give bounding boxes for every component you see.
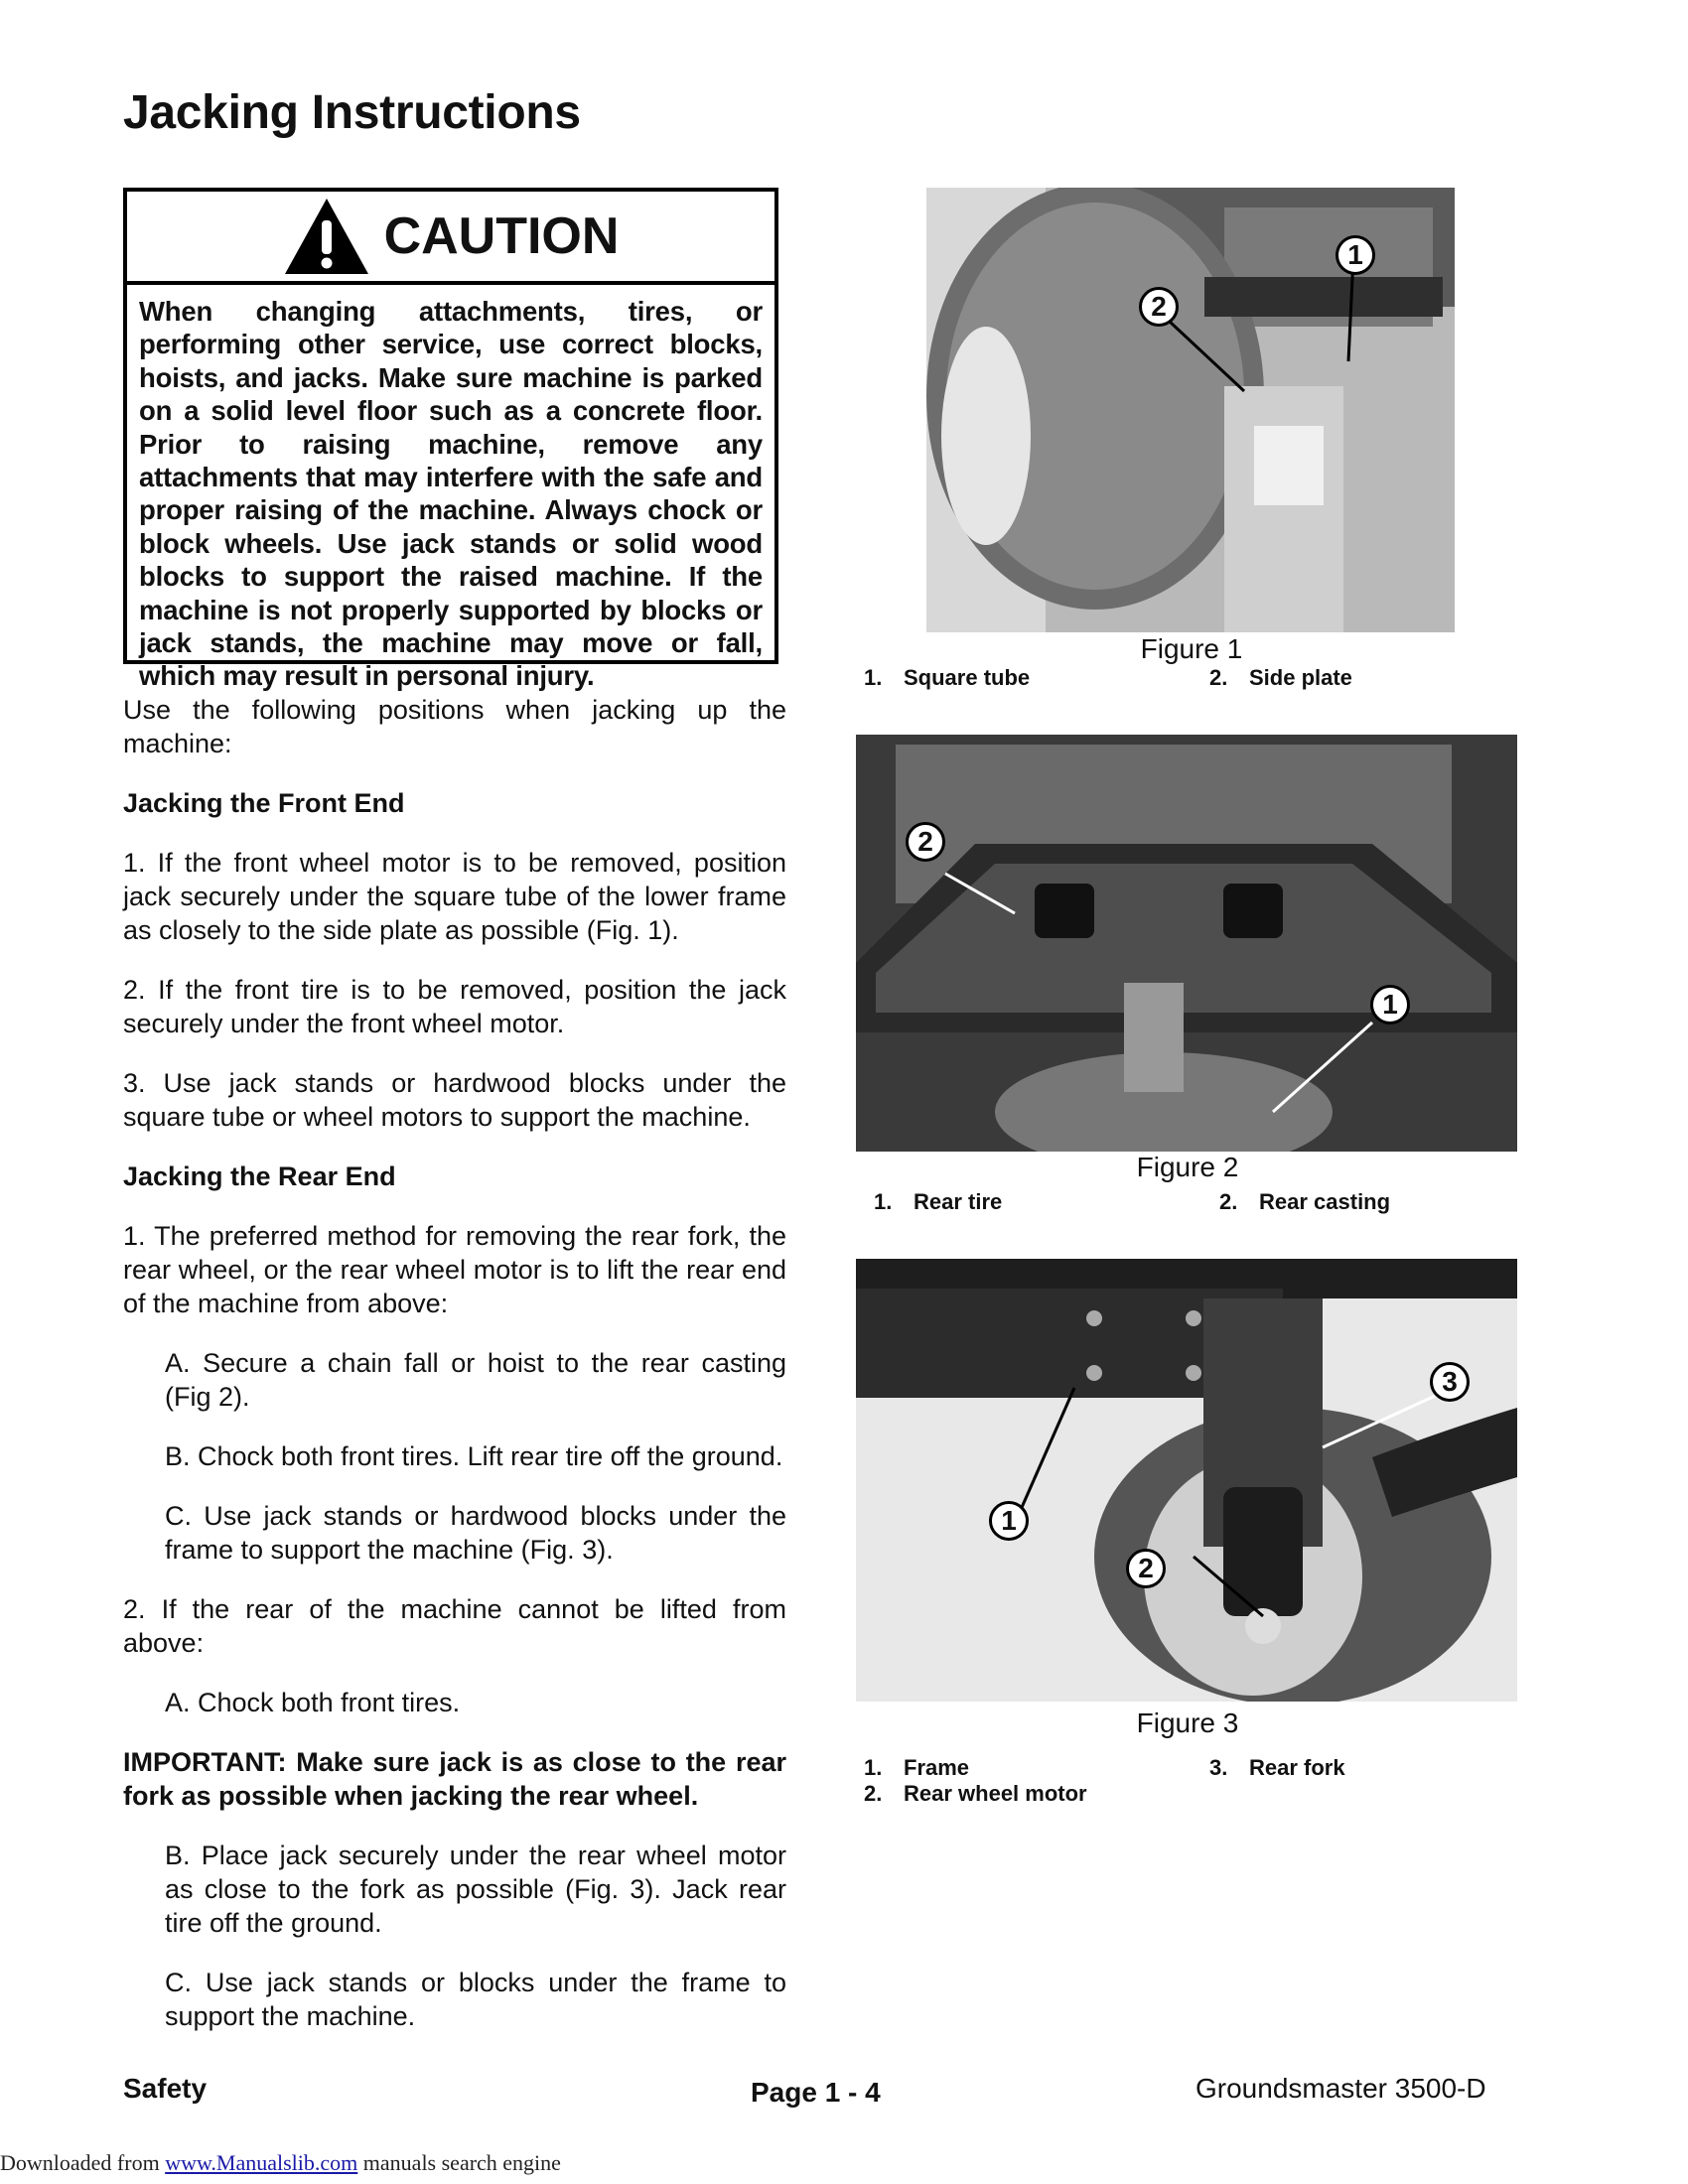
rear-casting-illustration xyxy=(856,735,1517,1152)
legend-label: Square tube xyxy=(904,665,1031,690)
footer-page-number: Page 1 - 4 xyxy=(751,2077,881,2108)
front-end-heading: Jacking the Front End xyxy=(123,788,405,818)
rear-wheel-fork-illustration xyxy=(856,1259,1517,1702)
rear-step-2c: C. Use jack stands or blocks under the frame to support the machine. xyxy=(165,1968,786,2031)
legend-number: 1. xyxy=(874,1189,893,1214)
rear-end-heading: Jacking the Rear End xyxy=(123,1161,396,1191)
legend-label: Rear casting xyxy=(1259,1189,1391,1214)
footer-product-name: Groundsmaster 3500-D xyxy=(1196,2073,1486,2104)
figure-1-legend-item-1 xyxy=(864,665,1030,691)
front-step-2: 2. If the front tire is to be removed, position the jack securely under the front wheel motor. xyxy=(123,975,786,1038)
legend-number: 2. xyxy=(1219,1189,1238,1214)
rear-step-1b: B. Chock both front tires. Lift rear tire off the ground. xyxy=(165,1441,783,1471)
figure-3-legend-item-3 xyxy=(1209,1755,1345,1781)
callout-3: 3 xyxy=(1430,1362,1470,1402)
legend-label: Rear wheel motor xyxy=(904,1781,1087,1806)
legend-number: 2. xyxy=(1209,665,1228,690)
figure-2-legend-item-2 xyxy=(1219,1189,1390,1215)
figure-2-legend-item-1 xyxy=(874,1189,1002,1215)
figure-2-caption: Figure 2 xyxy=(1136,1152,1239,1182)
callout-2: 2 xyxy=(1139,287,1179,327)
intro-paragraph: Use the following positions when jacking up the machine: xyxy=(123,695,786,758)
callout-1: 1 xyxy=(1336,235,1375,275)
callout-1: 1 xyxy=(1370,985,1410,1024)
legend-label: Side plate xyxy=(1249,665,1352,690)
figure-3-legend-item-2 xyxy=(864,1781,1087,1807)
download-prefix: Downloaded from xyxy=(0,2150,166,2175)
legend-number: 2. xyxy=(864,1781,883,1806)
figure-2-photo xyxy=(856,735,1517,1152)
figure-1-photo xyxy=(926,188,1455,632)
jack-under-frame-illustration xyxy=(926,188,1455,632)
rear-step-1a: A. Secure a chain fall or hoist to the rear casting (Fig 2). xyxy=(165,1348,786,1412)
caution-box xyxy=(123,188,778,692)
figure-3-legend-item-1 xyxy=(864,1755,969,1781)
figure-1-legend-item-2 xyxy=(1209,665,1352,691)
rear-step-1c: C. Use jack stands or hardwood blocks under the frame to support the machine (Fig. 3). xyxy=(165,1501,786,1565)
download-suffix: manuals search engine xyxy=(357,2150,561,2175)
figure-3-photo xyxy=(856,1259,1517,1702)
figure-3-caption: Figure 3 xyxy=(1136,1707,1239,1738)
legend-label: Rear tire xyxy=(914,1189,1003,1214)
legend-number: 3. xyxy=(1209,1755,1228,1780)
legend-label: Frame xyxy=(904,1755,970,1780)
caution-header xyxy=(127,192,774,285)
figure-1-caption: Figure 1 xyxy=(1140,633,1243,664)
rear-step-2a: A. Chock both front tires. xyxy=(165,1688,461,1717)
body-text-column xyxy=(123,693,786,2033)
manualslib-link[interactable]: www.Manualslib.com xyxy=(165,2150,358,2175)
warning-triangle-icon xyxy=(283,197,370,276)
page-title: Jacking Instructions xyxy=(123,86,581,139)
rear-step-1: 1. The preferred method for removing the rear fork, the rear wheel, or the rear wheel motor is to lift the rear end of the machine from above: xyxy=(123,1221,786,1318)
download-notice xyxy=(0,2150,561,2176)
legend-label: Rear fork xyxy=(1249,1755,1345,1780)
front-step-1: 1. If the front wheel motor is to be removed, position jack securely under the square tube of the lower frame as closely to the side plate as possible (Fig. 1). xyxy=(123,848,786,945)
caution-heading: CAUTION xyxy=(383,207,620,265)
important-note: IMPORTANT: Make sure jack is as close to the rear fork as possible when jacking the rear wheel. xyxy=(123,1747,786,1811)
callout-1: 1 xyxy=(989,1501,1029,1541)
footer-section: Safety xyxy=(123,2073,208,2104)
rear-step-2: 2. If the rear of the machine cannot be lifted from above: xyxy=(123,1594,786,1658)
caution-text: When changing attachments, tires, or performing other service, use correct blocks, hoists, and jacks. Make sure machine is parked on a solid level floor such as a concrete floor. Prior to raising machine, remove any attachments that may interfere with the safe and proper raising of the machine. Always chock or block wheels. Use jack stands or solid wood blocks to support the raised machine. If the machine is not properly supported by blocks or jack stands, the machine may move or fall, which may result in personal injury. xyxy=(139,296,763,692)
legend-number: 1. xyxy=(864,665,883,690)
rear-step-2b: B. Place jack securely under the rear wheel motor as close to the fork as possible (Fig. 3). Jack rear tire off the ground. xyxy=(165,1841,786,1938)
legend-number: 1. xyxy=(864,1755,883,1780)
callout-2: 2 xyxy=(1126,1549,1166,1588)
callout-2: 2 xyxy=(906,822,945,862)
front-step-3: 3. Use jack stands or hardwood blocks under the square tube or wheel motors to support the machine. xyxy=(123,1068,786,1132)
